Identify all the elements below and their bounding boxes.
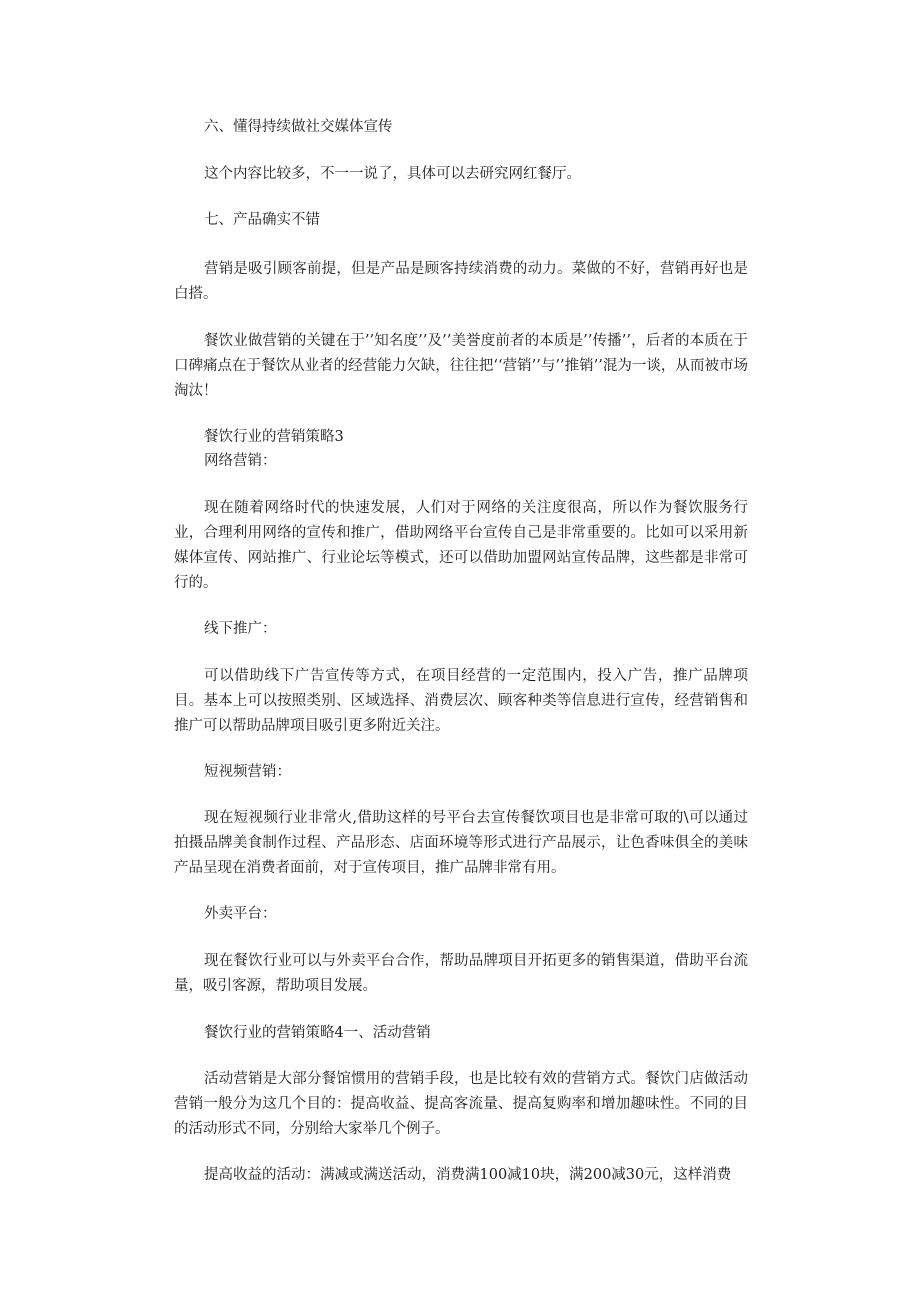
- heading-seven: 七、产品确实不错: [204, 212, 320, 228]
- heading-strategy-3: 餐饮行业的营销策略3: [204, 429, 344, 445]
- paragraph-online-marketing: 现在随着网络时代的快速发展，人们对于网络的关注度很高，所以作为餐饮服务行业，合理利用网络的宣传和推广，借助网络平台宣传自己是非常重要的。比如可以采用新媒体宣传、网站推广、行业论坛等模式，还可以借助加盟网站宣传品牌，这些都是非常可行的。: [174, 500, 748, 591]
- heading-strategy-4: 餐饮行业的营销策略4一、活动营销: [204, 1025, 431, 1041]
- subheading-delivery-platform: 外卖平台：: [204, 906, 277, 922]
- paragraph-social-media: 这个内容比较多，不一一说了，具体可以去研究网红餐厅。: [204, 166, 581, 182]
- paragraph-offline-promotion: 可以借助线下广告宣传等方式，在项目经营的一定范围内，投入广告，推广品牌项目。基本上可以按照类别、区域选择、消费层次、顾客种类等信息进行宣传，经营销售和推广可以帮助品牌项目吸引更多附近关注。: [174, 668, 748, 734]
- paragraph-product: 营销是吸引顾客前提，但是产品是顾客持续消费的动力。菜做的不好，营销再好也是白搭。: [174, 261, 748, 302]
- subheading-short-video: 短视频营销：: [204, 764, 291, 780]
- paragraph-marketing-key: 餐饮业做营销的关键在于’’知名度’’及’’美誉度前者的本质是’’传播’’，后者的本质在于口碑痛点在于餐饮从业者的经营能力欠缺，往往把‘‘营销’’与’’推销’’混为一谈，从而被市场淘汰！: [174, 333, 748, 399]
- heading-six: 六、懂得持续做社交媒体宣传: [204, 119, 393, 135]
- paragraph-revenue-events: 提高收益的活动：满减或满送活动，消费满100减10块，满200减30元，这样消费: [204, 1167, 732, 1183]
- paragraph-event-marketing: 活动营销是大部分餐馆惯用的营销手段，也是比较有效的营销方式。餐饮门店做活动营销一般分为这几个目的：提高收益、提高客流量、提高复购率和增加趣味性。不同的目的活动形式不同，分别给大家举几个例子。: [174, 1071, 748, 1137]
- subheading-online-marketing: 网络营销：: [204, 453, 277, 469]
- subheading-offline-promotion: 线下推广：: [204, 621, 277, 637]
- paragraph-delivery-platform: 现在餐饮行业可以与外卖平台合作，帮助品牌项目开拓更多的销售渠道，借助平台流量，吸引客源，帮助项目发展。: [174, 953, 748, 994]
- paragraph-short-video: 现在短视频行业非常火,借助这样的号平台去宣传餐饮项目也是非常可取的\可以通过拍摄品牌美食制作过程、产品形态、店面环境等形式进行产品展示，让色香味俱全的美味产品呈现在消费者面前，对于宣传项目，推广品牌非常有用。: [174, 810, 748, 876]
